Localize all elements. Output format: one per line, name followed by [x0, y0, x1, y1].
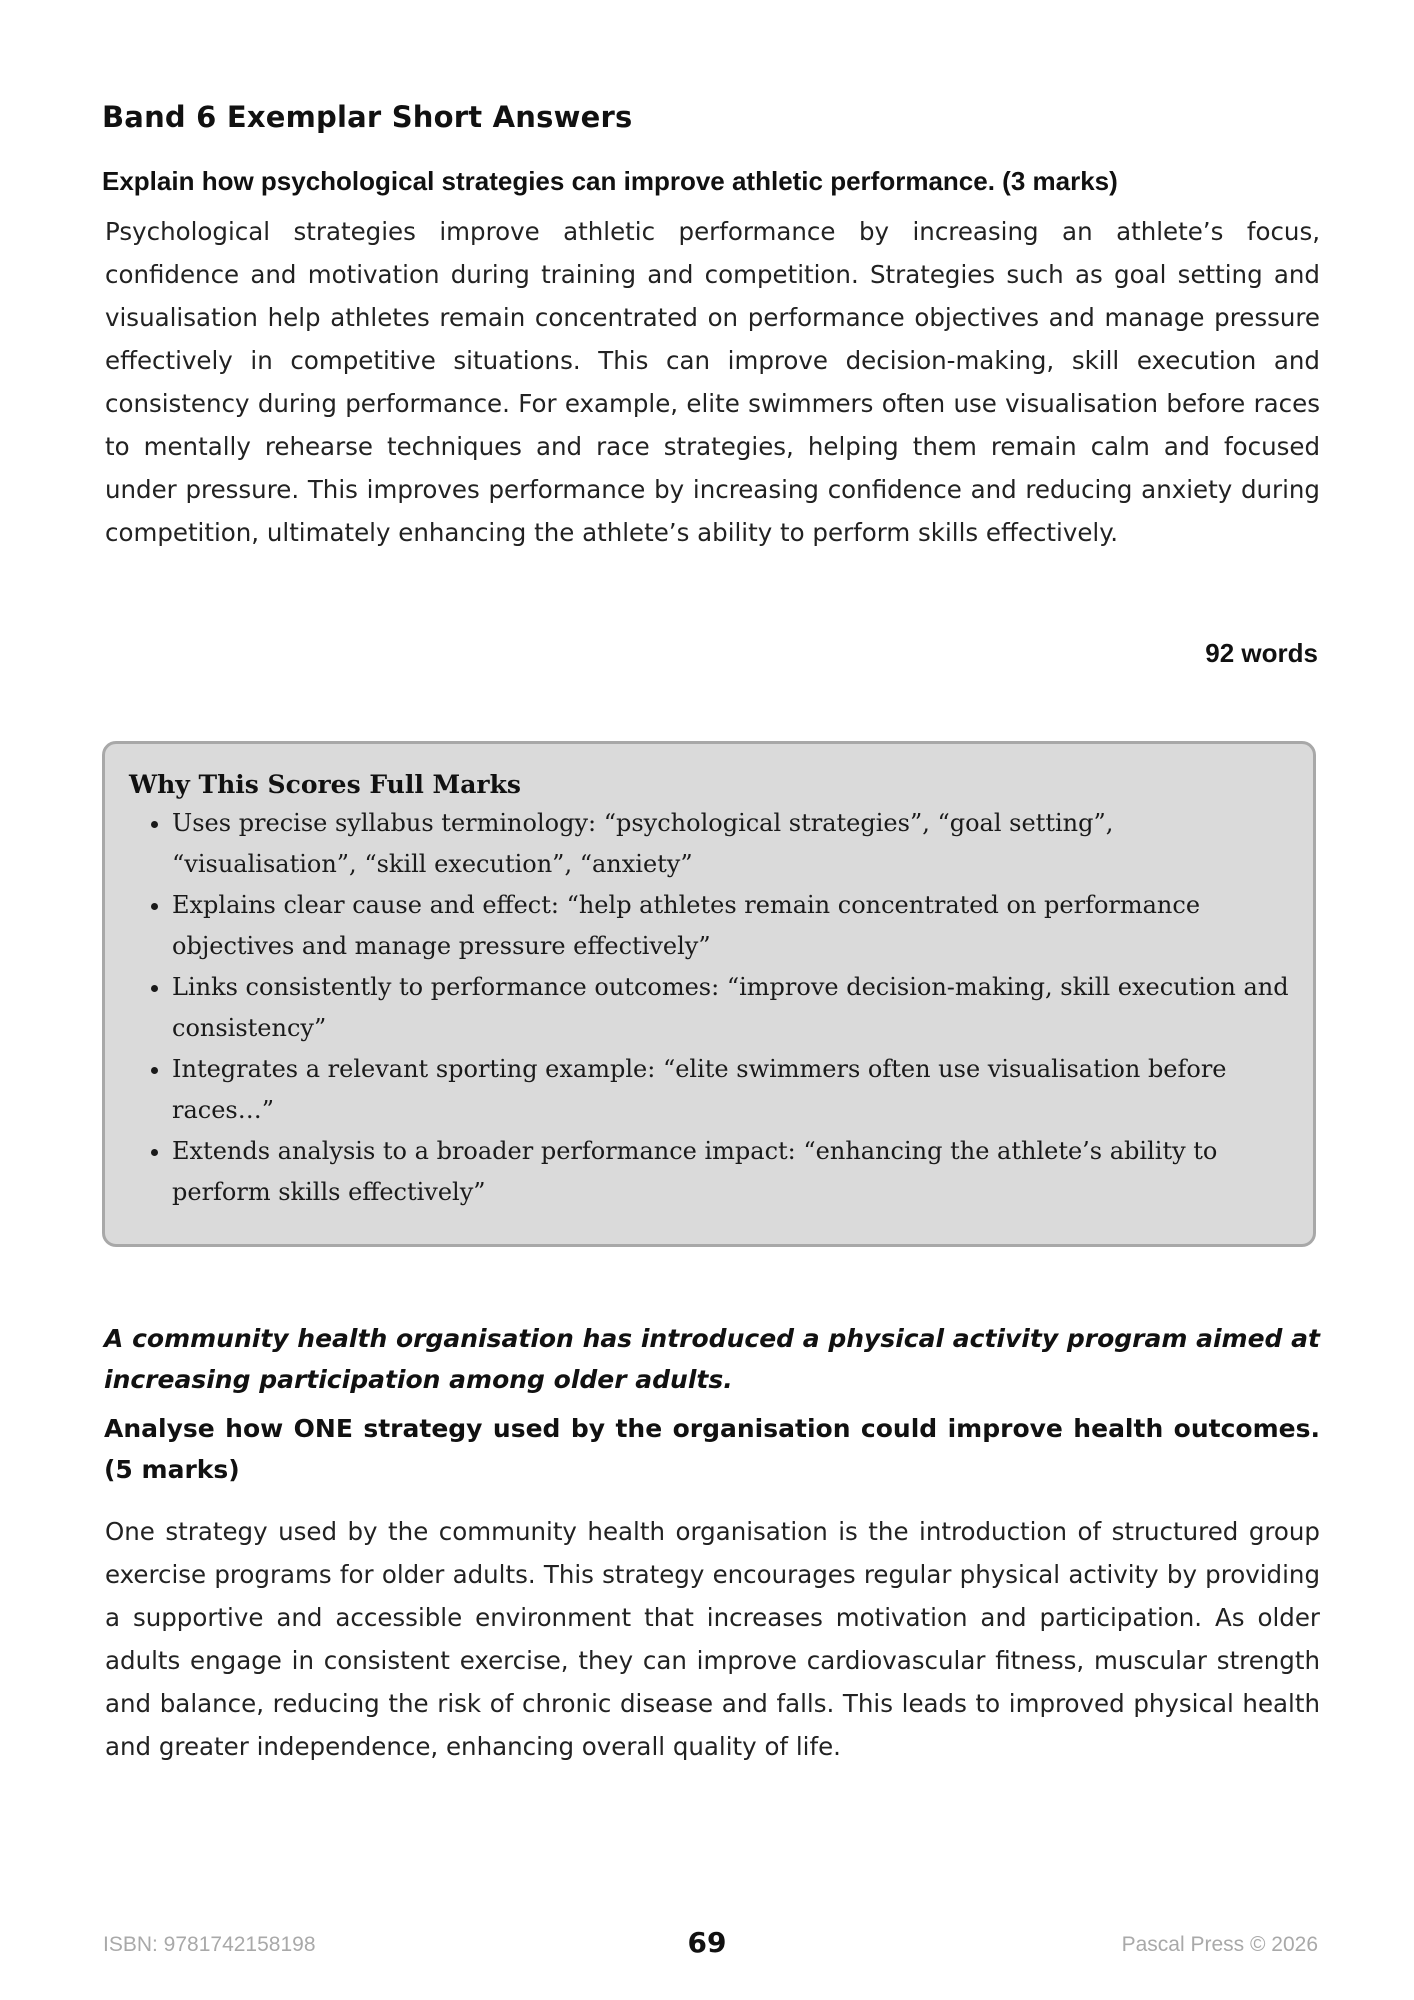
full-marks-list: [129, 803, 1293, 1213]
question-2-scenario: A community health organisation has introduced a physical activity program aimed at increasing participation among older adults.: [104, 1324, 1320, 1394]
page-number: 69: [687, 1926, 727, 1959]
full-marks-item: • Extends analysis to a broader performance impact: “enhancing the athlete’s ability to perform skills effectively”: [172, 1131, 1293, 1213]
question-1-heading: Explain how psychological strategies can improve athletic performance. (3 marks): [102, 166, 1118, 196]
full-marks-item: • Uses precise syllabus terminology: “psychological strategies”, “goal setting”, “visualisation”, “skill execution”, “anxiety”: [172, 803, 1293, 885]
full-marks-box: [102, 741, 1316, 1247]
footer-publisher: Pascal Press © 2026: [1121, 1933, 1318, 1956]
question-1-answer: Psychological strategies improve athletic performance by increasing an athlete’s focus, confidence and motivation during training and competition. Strategies such as goal setting and visualisation help athletes remain concentrated on performance objectives and manage pressure effectively in competitive situations. This can improve decision-making, skill execution and consistency during performance. For example, elite swimmers often use visualisation before races to mentally rehearse techniques and race strategies, helping them remain calm and focused under pressure. This improves performance by increasing confidence and reducing anxiety during competition, ultimately enhancing the athlete’s ability to perform skills effectively.: [105, 217, 1320, 547]
full-marks-item: • Explains clear cause and effect: “help athletes remain concentrated on performance objectives and manage pressure effectively”: [172, 885, 1293, 967]
question-2-heading: Analyse how ONE strategy used by the organisation could improve health outcomes. (5 marks): [104, 1414, 1320, 1484]
word-count: 92 words: [1205, 638, 1318, 668]
full-marks-item: • Links consistently to performance outcomes: “improve decision-making, skill execution and consistency”: [172, 967, 1293, 1049]
full-marks-item: • Integrates a relevant sporting example: “elite swimmers often use visualisation before races…”: [172, 1049, 1293, 1131]
section-title: Band 6 Exemplar Short Answers: [102, 100, 633, 134]
question-2-answer: One strategy used by the community health organisation is the introduction of structured group exercise programs for older adults. This strategy encourages regular physical activity by providing a supportive and accessible environment that increases motivation and participation. As older adults engage in consistent exercise, they can improve cardiovascular fitness, muscular strength and balance, reducing the risk of chronic disease and falls. This leads to improved physical health and greater independence, enhancing overall quality of life.: [105, 1517, 1320, 1761]
footer-isbn: ISBN: 9781742158198: [103, 1933, 316, 1956]
full-marks-title: Why This Scores Full Marks: [129, 770, 521, 799]
